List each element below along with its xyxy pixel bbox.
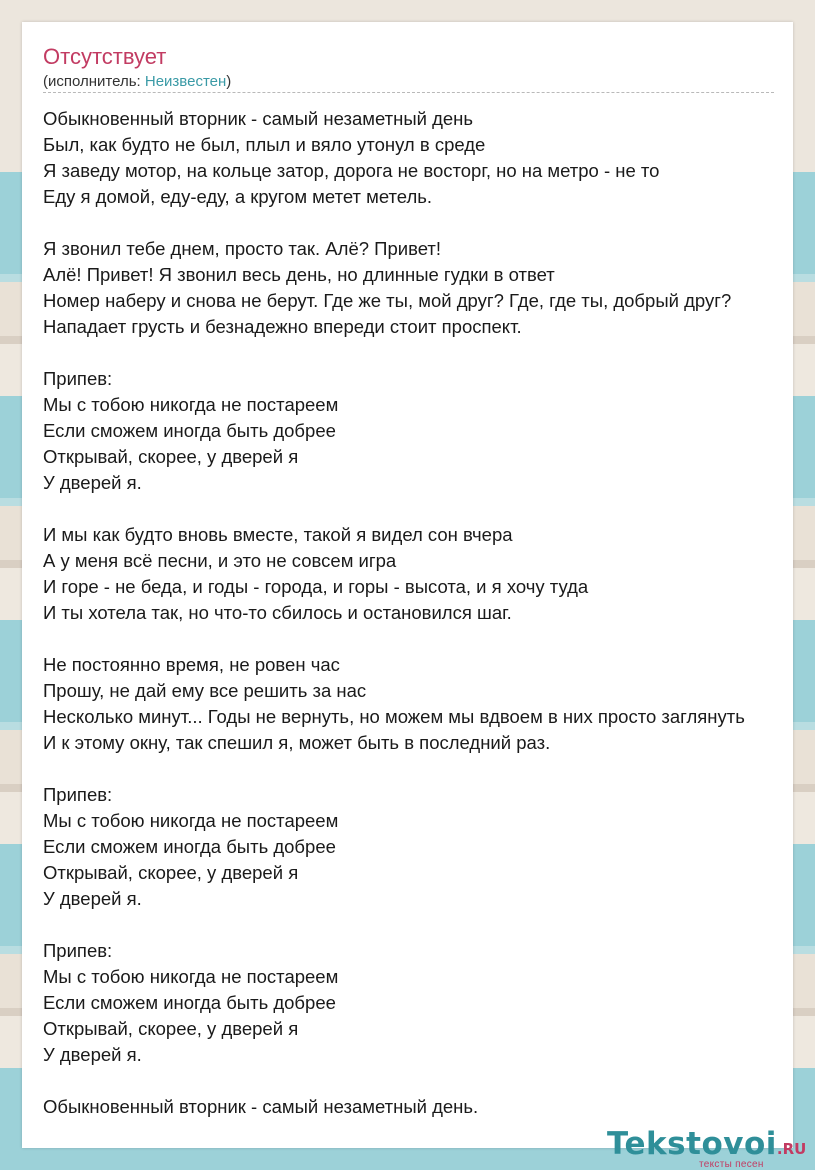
lyric-line: Если сможем иногда быть добрее	[43, 420, 336, 441]
lyric-line: Я звонил тебе днем, просто так. Алё? Привет!	[43, 238, 441, 259]
lyric-line: У дверей я.	[43, 888, 142, 909]
lyric-line: Не постоянно время, не ровен час	[43, 654, 340, 675]
lyric-line: Я заведу мотор, на кольце затор, дорога не восторг, но на метро - не то	[43, 160, 660, 181]
site-logo[interactable]	[607, 1126, 815, 1170]
lyric-line: Мы с тобою никогда не постареем	[43, 394, 339, 415]
lyric-line: Если сможем иногда быть добрее	[43, 836, 336, 857]
lyric-line: Был, как будто не был, плыл и вяло утонул в среде	[43, 134, 486, 155]
lyric-line: Прошу, не дай ему все решить за нас	[43, 680, 367, 701]
lyric-line: Открывай, скорее, у дверей я	[43, 862, 299, 883]
artist-prefix: (исполнитель:	[43, 73, 145, 90]
logo-tld: .RU	[776, 1140, 807, 1158]
lyric-line: Алё! Привет! Я звонил весь день, но длинные гудки в ответ	[43, 264, 555, 285]
artist-link[interactable]: Неизвестен	[144, 73, 227, 90]
logo-wordmark: Tekstovoi	[607, 1126, 777, 1162]
lyric-line: Мы с тобою никогда не постареем	[43, 966, 339, 987]
logo-tagline: тексты песен	[699, 1159, 764, 1170]
lyric-line	[43, 340, 745, 366]
lyric-line: У дверей я.	[43, 1044, 142, 1065]
lyrics-text	[43, 106, 745, 1120]
lyric-line: И горе - не беда, и годы - города, и горы - высота, и я хочу туда	[43, 576, 589, 597]
lyric-line	[43, 1068, 745, 1094]
lyric-line: И к этому окну, так спешил я, может быть в последний раз.	[43, 732, 551, 753]
lyric-line: У дверей я.	[43, 472, 142, 493]
lyric-line: Открывай, скорее, у дверей я	[43, 446, 299, 467]
lyric-line: Несколько минут... Годы не вернуть, но можем мы вдвоем в них просто заглянуть	[43, 706, 745, 727]
header-divider	[43, 92, 774, 93]
lyric-line: Припев:	[43, 368, 113, 389]
lyric-line: А у меня всё песни, и это не совсем игра	[43, 550, 397, 571]
lyric-line: Мы с тобою никогда не постареем	[43, 810, 339, 831]
lyric-line: Припев:	[43, 940, 113, 961]
lyric-line: Обыкновенный вторник - самый незаметный день	[43, 108, 474, 129]
lyric-line	[43, 912, 745, 938]
artist-line	[43, 73, 231, 91]
lyric-line	[43, 210, 745, 236]
lyric-line: Припев:	[43, 784, 113, 805]
lyric-line: Обыкновенный вторник - самый незаметный день.	[43, 1096, 479, 1117]
lyric-line: Номер наберу и снова не берут. Где же ты, мой друг? Где, где ты, добрый друг?	[43, 290, 732, 311]
lyric-line	[43, 626, 745, 652]
lyric-line: Нападает грусть и безнадежно впереди стоит проспект.	[43, 316, 522, 337]
lyric-line	[43, 756, 745, 782]
song-title: Отсутствует	[43, 44, 167, 69]
lyric-line	[43, 496, 745, 522]
artist-suffix: )	[226, 73, 232, 90]
lyric-line: Еду я домой, еду-еду, а кругом метет метель.	[43, 186, 433, 207]
lyrics-card	[22, 22, 807, 1170]
lyric-line: Если сможем иногда быть добрее	[43, 992, 336, 1013]
lyric-line: И ты хотела так, но что-то сбилось и остановился шаг.	[43, 602, 512, 623]
lyric-line: И мы как будто вновь вместе, такой я видел сон вчера	[43, 524, 513, 545]
lyric-line: Открывай, скорее, у дверей я	[43, 1018, 299, 1039]
